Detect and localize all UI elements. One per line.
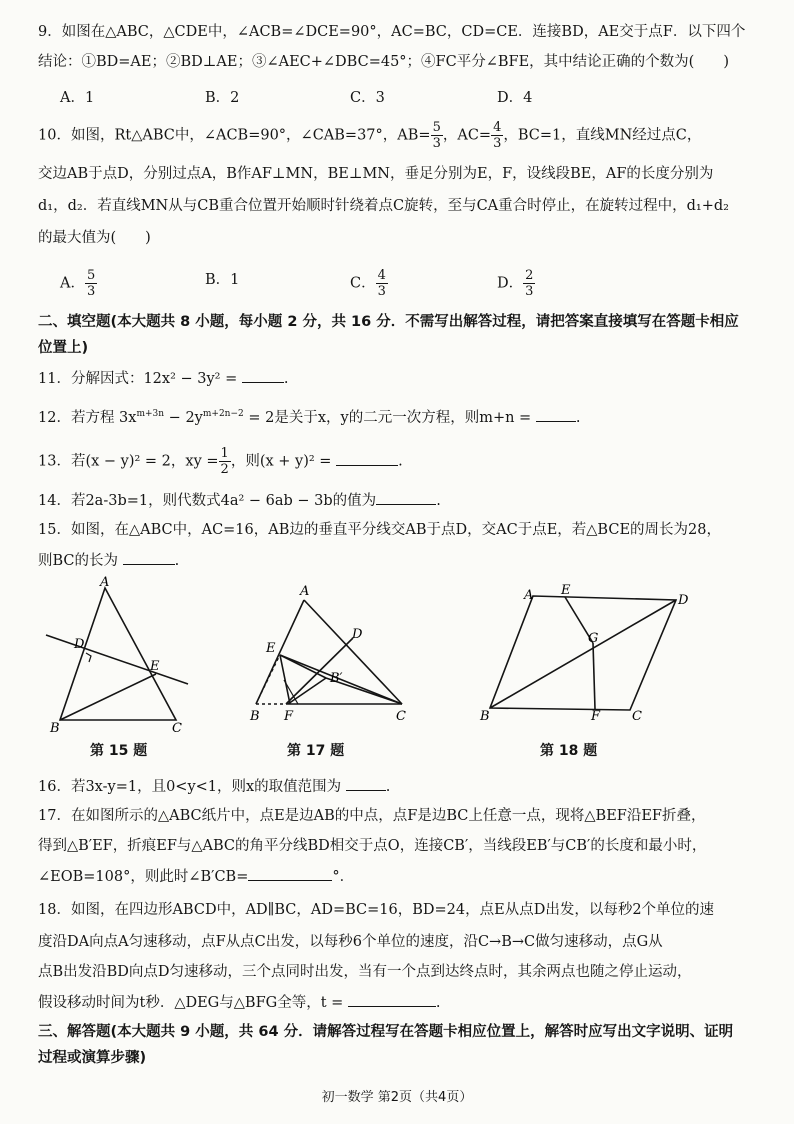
answer-blank <box>536 407 576 422</box>
q15-line1: 15．如图，在△ABC中，AC=16，AB边的垂直平分线交AB于点D，交AC于点E，若△BCE的周长为28， <box>38 522 721 538</box>
label-a: A <box>300 584 310 599</box>
label-b-prime: B′ <box>330 671 343 686</box>
section3-heading-line2: 过程或演算步骤) <box>38 1050 147 1066</box>
figure-18-caption: 第 18 题 <box>540 743 598 759</box>
fraction-ab: $\frac{5}{3}$ <box>432 120 441 151</box>
q10-line1: 10．如图，Rt△ABC中，∠ACB=90°，∠CAB=37°，AB= $\frac{5}{3}$ ，AC= $\frac{4}{3}$ ，BC=1，直线MN经过点C， <box>38 120 702 151</box>
q10-option-b: B．1 <box>205 272 240 288</box>
segment-gf <box>593 643 595 709</box>
label-c: C <box>632 709 642 724</box>
section3-heading-line1: 三、解答题(本大题共 9 小题，共 64 分．请解答过程写在答题卡相应位置上，解答时应写出文字说明、证明 <box>38 1024 734 1040</box>
q9-option-c: C．3 <box>350 90 385 106</box>
label-g: G <box>588 631 599 646</box>
answer-blank <box>348 992 436 1007</box>
page-footer: 初一数学 第2页（共4页） <box>321 1090 473 1105</box>
label-f: F <box>284 709 294 724</box>
label-a: A <box>524 588 534 603</box>
q9-option-b: B．2 <box>205 90 240 106</box>
q9-option-d: D．4 <box>497 90 533 106</box>
figure-17 <box>246 580 426 730</box>
segment-ef <box>280 655 290 704</box>
label-b: B <box>50 721 60 736</box>
answer-blank <box>248 866 332 881</box>
label-d: D <box>352 627 363 642</box>
q17-line2: 得到△B′EF，折痕EF与△ABC的角平分线BD相交于点O，连接CB′，当线段EB′与CB′的长度和最小时， <box>38 838 707 854</box>
q16: 16．若3x-y=1，且0<y<1，则x的取值范围为 . <box>38 776 774 797</box>
answer-blank <box>336 451 398 466</box>
figure-17-caption: 第 17 题 <box>287 743 345 759</box>
fraction-half: $\frac{1}{2}$ <box>220 446 229 477</box>
answer-blank <box>123 550 175 565</box>
q11: 11．分解因式：12x² − 3y² = . <box>38 368 774 389</box>
q17-line3: ∠EOB=108°，则此时∠B′CB= °． <box>38 866 774 887</box>
q18-line1: 18．如图，在四边形ABCD中，AD∥BC，AD=BC=16，BD=24，点E从点D出发，以每秒2个单位的速 <box>38 902 715 918</box>
q14: 14．若2a-3b=1，则代数式4a² − 6ab − 3b的值为 . <box>38 490 774 511</box>
answer-blank <box>346 776 386 791</box>
q17-line1: 17．在如图所示的△ABC纸片中，点E是边AB的中点，点F是边BC上任意一点，现将△BEF沿EF折叠， <box>38 808 706 824</box>
triangle-abc <box>60 588 176 720</box>
label-c: C <box>396 709 406 724</box>
q10-line2: 交边AB于点D，分别过点A，B作AF⊥MN，BE⊥MN，垂足分别为E，F，设线段BE，AF的长度分别为 <box>38 166 714 182</box>
label-f: F <box>591 709 601 724</box>
q15-line2: 则BC的长为 . <box>38 550 774 571</box>
label-c: C <box>172 721 182 736</box>
segment-be <box>60 674 156 720</box>
answer-blank <box>376 490 436 505</box>
diagonal-bd <box>490 600 676 708</box>
label-d: D <box>678 593 689 608</box>
q18-line3: 点B出发沿BD向点D匀速移动，三个点同时出发，当有一个点到达终点时，其余两点也随之停止运动， <box>38 964 692 980</box>
label-e: E <box>266 641 276 656</box>
label-b: B <box>250 709 260 724</box>
answer-blank <box>242 368 284 383</box>
section2-heading-line1: 二、填空题(本大题共 8 小题，每小题 2 分，共 16 分．不需写出解答过程，请把答案直接填写在答题卡相应 <box>38 314 739 330</box>
q9-option-a: A．1 <box>60 90 95 106</box>
quadrilateral-abcd <box>490 596 676 710</box>
q18-line2: 度沿DA向点A匀速移动，点F从点C出发，以每秒6个单位的速度，沿C→B→C做匀速移动，点G从 <box>38 934 663 950</box>
q10-line3: d₁，d₂．若直线MN从与CB重合位置开始顺时针绕着点C旋转，至与CA重合时停止，在旋转过程中，d₁+d₂ <box>38 198 729 214</box>
q10-option-d: D． $\frac{2}{3}$ <box>497 268 534 299</box>
q12: 12．若方程 $3x^{m+3n} - 2y^{m+2n-2} = 2$是关于x，y的二元一次方程，则m+n = . <box>38 404 774 428</box>
q10-option-c: C． $\frac{4}{3}$ <box>350 268 386 299</box>
q13: 13．若(x − y)² = 2，xy = $\frac{1}{2}$ ，则(x + y)² = . <box>38 446 403 477</box>
label-e: E <box>561 583 571 598</box>
label-a: A <box>100 576 110 590</box>
figure-15-caption: 第 15 题 <box>90 743 148 759</box>
fraction-ac: $\frac{4}{3}$ <box>493 120 502 151</box>
figure-18 <box>478 582 693 727</box>
perpendicular-bisector <box>46 635 188 684</box>
q9-line2: 结论：①BD=AE；②BD⊥AE；③∠AEC+∠DBC=45°；④FC平分∠BFE，其中结论正确的个数为( ) <box>38 54 729 70</box>
figure-15 <box>38 576 208 736</box>
q9-line1: 9．如图在△ABC，△CDE中，∠ACB=∠DCE=90°，AC=BC，CD=CE．连接BD，AE交于点F．以下四个 <box>38 24 746 40</box>
right-angle-mark <box>86 653 91 662</box>
label-d: D <box>74 637 85 652</box>
q10-options <box>60 268 760 299</box>
q10-line4: 的最大值为( ) <box>38 230 151 246</box>
label-b: B <box>480 709 490 724</box>
q18-line4: 假设移动时间为t秒．△DEG与△BFG全等，t = . <box>38 992 774 1013</box>
label-e: E <box>150 659 160 674</box>
section2-heading-line2: 位置上) <box>38 340 89 356</box>
q10-option-a: A． $\frac{5}{3}$ <box>60 268 96 299</box>
q9-options <box>60 86 760 106</box>
